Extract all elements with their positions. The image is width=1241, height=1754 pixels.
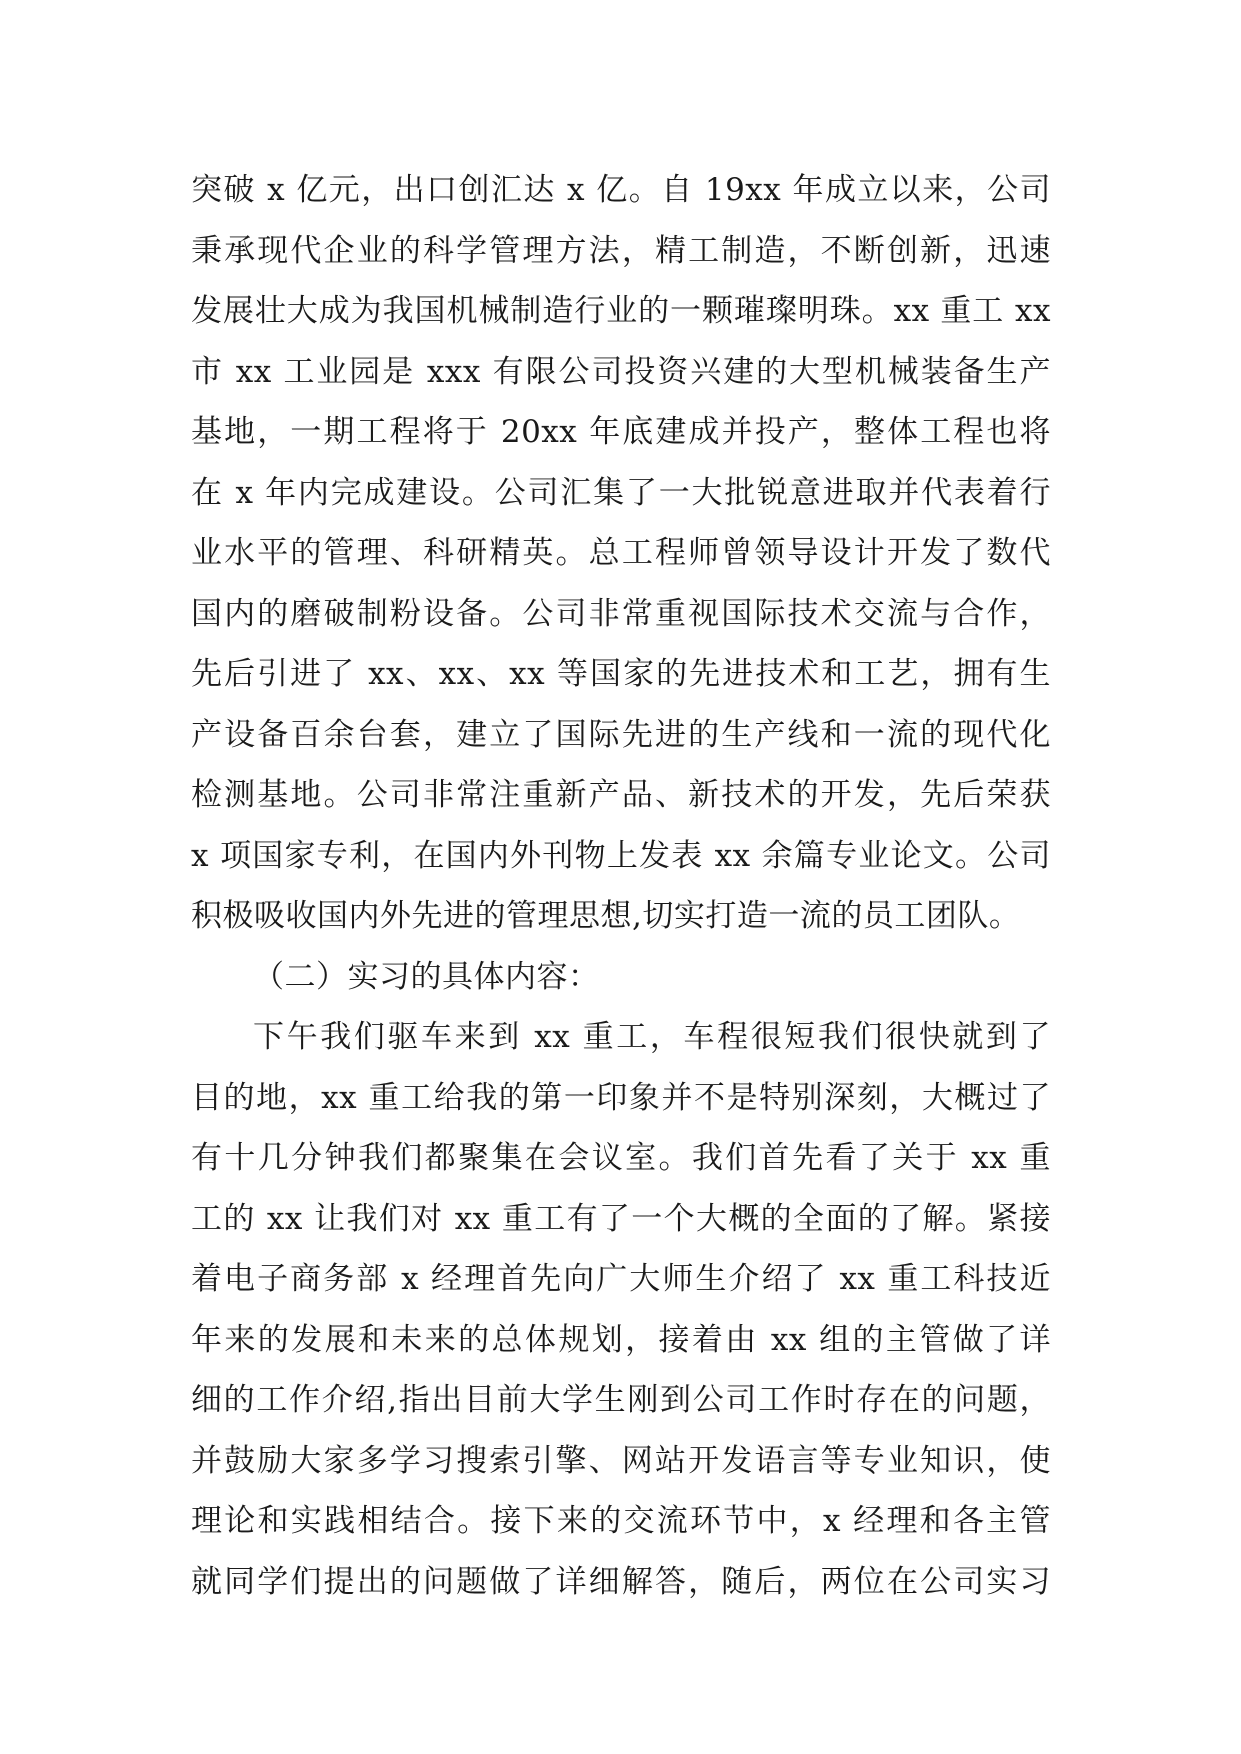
text-line: 工的 xx 让我们对 xx 重工有了一个大概的全面的了解。紧接 (191, 1200, 1051, 1237)
text-line: 着电子商务部 x 经理首先向广大师生介绍了 xx 重工科技近 (191, 1261, 1051, 1297)
text-line: 就同学们提出的问题做了详细解答，随后，两位在公司实习 (191, 1563, 1051, 1600)
text-line: 市 xx 工业园是 xxx 有限公司投资兴建的大型机械装备生产 (191, 353, 1051, 390)
text-line: 先后引进了 xx、xx、xx 等国家的先进技术和工艺，拥有生 (191, 656, 1051, 692)
text-line: 目的地，xx 重工给我的第一印象并不是特别深刻，大概过了 (191, 1079, 1051, 1116)
text-line: 突破 x 亿元，出口创汇达 x 亿。自 19xx 年成立以来，公司 (191, 172, 1051, 208)
text-line: 发展壮大成为我国机械制造行业的一颗璀璨明珠。xx 重工 xx (191, 293, 1051, 329)
text-line: 秉承现代企业的科学管理方法，精工制造，不断创新，迅速 (191, 232, 1051, 269)
text-line: 业水平的管理、科研精英。总工程师曾领导设计开发了数代 (191, 535, 1051, 571)
paragraph-company-intro (191, 160, 1051, 947)
text-line: 检测基地。公司非常注重新产品、新技术的开发，先后荣获 (191, 777, 1051, 813)
text-line: 理论和实践相结合。接下来的交流环节中，x 经理和各主管 (191, 1503, 1051, 1539)
text-line: 并鼓励大家多学习搜索引擎、网站开发语言等专业知识，使 (191, 1442, 1051, 1479)
text-line: 细的工作介绍,指出目前大学生刚到公司工作时存在的问题， (191, 1382, 1051, 1418)
section-heading: （二）实习的具体内容： (253, 958, 600, 995)
paragraph-internship-content (191, 1007, 1051, 1612)
text-line: 国内的磨破制粉设备。公司非常重视国际技术交流与合作， (191, 595, 1051, 632)
text-line: x 项国家专利，在国内外刊物上发表 xx 余篇专业论文。公司 (191, 837, 1051, 874)
body-text (191, 160, 1051, 1612)
text-line: 积极吸收国内外先进的管理思想,切实打造一流的员工团队。 (191, 898, 1021, 934)
text-line: 基地，一期工程将于 20xx 年底建成并投产，整体工程也将 (191, 414, 1051, 450)
text-line: 下午我们驱车来到 xx 重工，车程很短我们很快就到了 (253, 1019, 1051, 1055)
text-line: 产设备百余台套，建立了国际先进的生产线和一流的现代化 (191, 716, 1051, 753)
text-line: 年来的发展和未来的总体规划，接着由 xx 组的主管做了详 (191, 1321, 1051, 1358)
text-line: 有十几分钟我们都聚集在会议室。我们首先看了关于 xx 重 (191, 1140, 1051, 1176)
text-line: 在 x 年内完成建设。公司汇集了一大批锐意进取并代表着行 (191, 474, 1051, 511)
